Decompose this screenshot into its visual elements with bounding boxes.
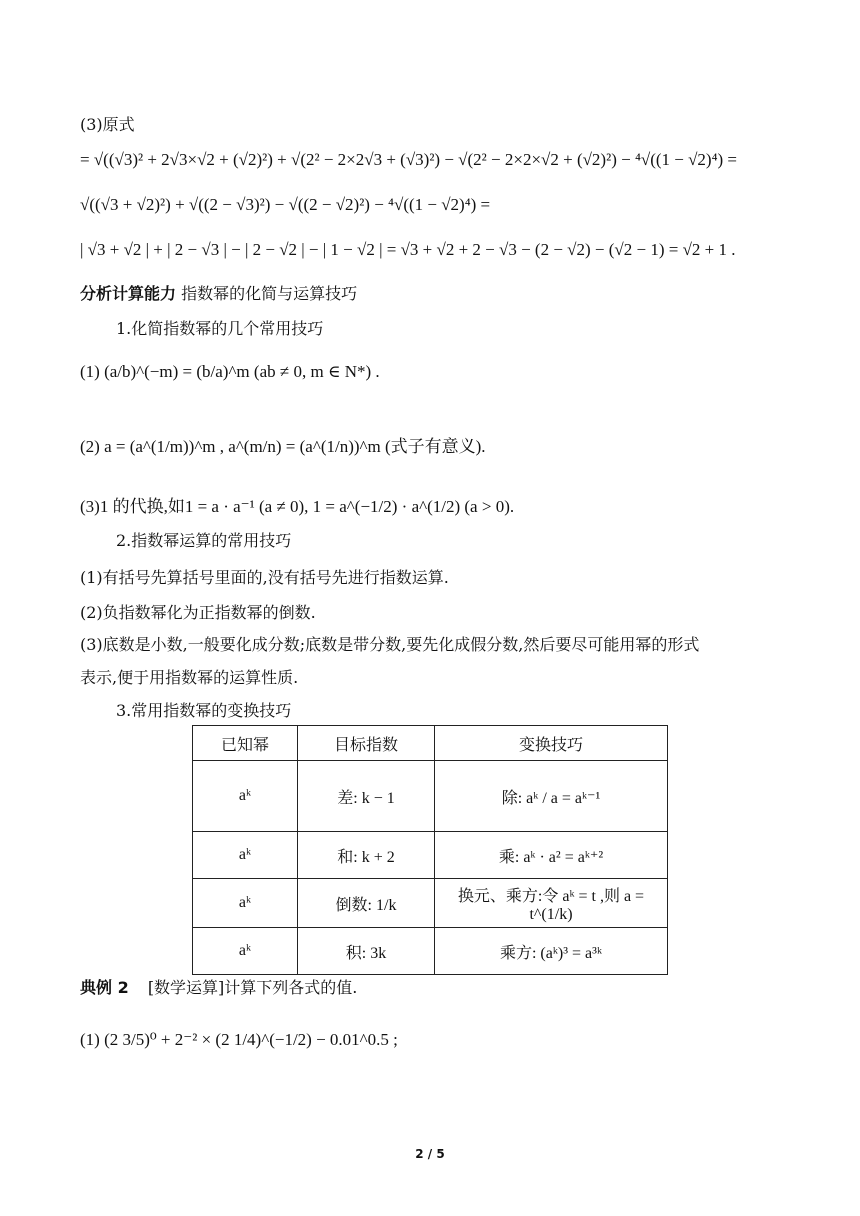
equation-line-2: √((√3 + √2)²) + √((2 − √3)²) − √((2 − √2)²) − ⁴√((1 − √2)⁴) = [80,195,491,214]
skill-3a: (3)底数是小数,一般要化成分数;底数是带分数,要先化成假分数,然后要尽可能用幂的形式 [80,635,700,654]
table-header: 目标指数 [298,726,435,761]
table-header: 变换技巧 [435,726,668,761]
technique-3: (3)1 的代换,如1 = a · a⁻¹ (a ≠ 0), 1 = a^(−1/2) · a^(1/2) (a > 0). [80,497,515,516]
table-cell: aᵏ [193,928,298,975]
subheading-1: 1.化简指数幂的几个常用技巧 [116,319,324,338]
solution-label: (3)原式 [80,115,135,134]
technique-1: (1) (a/b)^(−m) = (b/a)^m (ab ≠ 0, m ∈ N*) . [80,362,380,381]
table-row [193,761,668,832]
skill-1: (1)有括号先算括号里面的,没有括号先进行指数运算. [80,568,449,587]
skill-3b: 表示,便于用指数幂的运算性质. [80,668,299,687]
section-heading-text: 指数幂的化简与运算技巧 [181,284,358,303]
table-header: 已知幂 [193,726,298,761]
equation-line-3: | √3 + √2 | + | 2 − √3 | − | 2 − √2 | − | 1 − √2 | = √3 + √2 + 2 − √3 − (2 − √2) − (√2 − 1) = √2 + 1 . [80,240,736,259]
table-cell: 差: k − 1 [298,761,435,832]
table-cell: aᵏ [193,761,298,832]
table-cell: 换元、乘方:令 aᵏ = t ,则 a = t^(1/k) [435,879,668,928]
skill-2: (2)负指数幂化为正指数幂的倒数. [80,603,316,622]
example-text: [数学运算]计算下列各式的值. [147,978,358,997]
table-cell: 乘: aᵏ · a² = aᵏ⁺² [435,832,668,879]
example-heading [80,975,357,998]
table-cell: 倒数: 1/k [298,879,435,928]
example-label: 典例 2 [80,978,129,997]
table-cell: aᵏ [193,879,298,928]
table-row [193,832,668,879]
example-problem-1: (1) (2 3/5)⁰ + 2⁻² × (2 1/4)^(−1/2) − 0.01^0.5 ; [80,1030,398,1049]
table-row [193,879,668,928]
table-cell: aᵏ [193,832,298,879]
technique-2: (2) a = (a^(1/m))^m , a^(m/n) = (a^(1/n))^m (式子有意义). [80,437,486,456]
subheading-2: 2.指数幂运算的常用技巧 [116,531,292,550]
table-cell: 乘方: (aᵏ)³ = a³ᵏ [435,928,668,975]
equation-line-1: = √((√3)² + 2√3×√2 + (√2)²) + √(2² − 2×2√3 + (√3)²) − √(2² − 2×2×√2 + (√2)²) − ⁴√((1 − √2)⁴) = [80,150,738,169]
table-header-row [193,726,668,761]
section-heading-bold: 分析计算能力 [80,284,177,303]
table-row [193,928,668,975]
section-heading [80,281,357,304]
table-cell: 和: k + 2 [298,832,435,879]
transform-table [192,725,668,975]
table-cell: 除: aᵏ / a = aᵏ⁻¹ [435,761,668,832]
table-cell: 积: 3k [298,928,435,975]
subheading-3: 3.常用指数幂的变换技巧 [116,701,292,720]
page-number: 2 / 5 [415,1147,445,1161]
